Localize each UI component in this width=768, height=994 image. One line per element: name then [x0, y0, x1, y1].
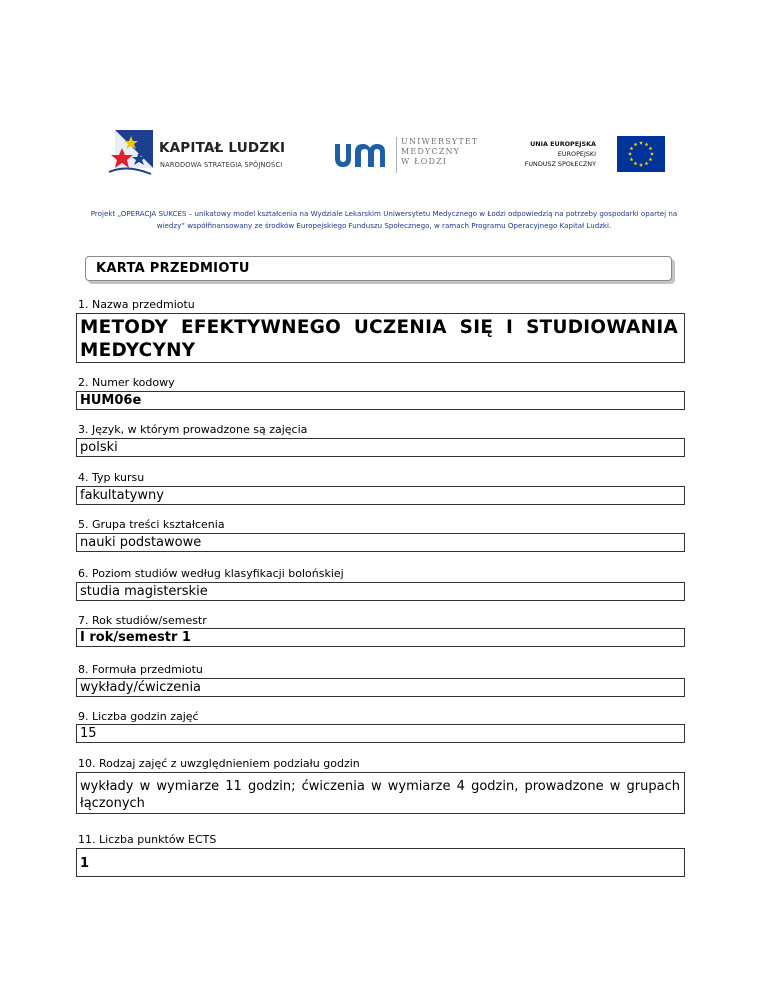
kapital-ludzki-emblem-icon: [107, 128, 157, 178]
course-name-value: METODY EFEKTYWNEGO UCZENIA SIĘ I STUDIOWANIA MEDYCYNY: [80, 317, 678, 361]
eu-flag-icon: [617, 136, 665, 172]
course-type-value: fakultatywny: [80, 488, 164, 503]
university-logo: [333, 137, 493, 177]
field-label: 2. Numer kodowy: [78, 376, 175, 389]
field-label: 5. Grupa treści kształcenia: [78, 518, 225, 531]
field-box-study-level: [76, 582, 685, 601]
um-monogram-icon: [333, 140, 391, 170]
field-label: 1. Nazwa przedmiotu: [78, 298, 195, 311]
university-name-line: MEDYCZNY: [401, 147, 461, 156]
year-semester-value: I rok/semestr 1: [80, 630, 191, 645]
course-form-value: wykłady/ćwiczenia: [80, 680, 202, 695]
field-box-class-types: [76, 772, 685, 814]
university-name-line: UNIWERSYTET: [401, 137, 479, 146]
field-label: 9. Liczba godzin zajęć: [78, 710, 199, 723]
field-label: 10. Rodzaj zajęć z uwzględnieniem podziału godzin: [78, 757, 360, 770]
kapital-ludzki-logo: [107, 128, 307, 178]
field-box-content-group: [76, 533, 685, 552]
title-box: [85, 256, 672, 281]
field-box-hours: [76, 724, 685, 743]
field-box-ects: [76, 848, 685, 877]
field-label: 11. Liczba punktów ECTS: [78, 833, 217, 846]
field-label: 4. Typ kursu: [78, 471, 145, 484]
um-divider: [396, 137, 397, 173]
eu-text: [508, 139, 596, 169]
field-label: 3. Język, w którym prowadzone są zajęcia: [78, 423, 308, 436]
content-group-value: nauki podstawowe: [80, 535, 202, 550]
kapital-ludzki-subtitle: NARODOWA STRATEGIA SPÓJNOŚCI: [160, 161, 283, 169]
field-label: 7. Rok studiów/semestr: [78, 614, 207, 627]
eu-text-line: FUNDUSZ SPOŁECZNY: [524, 160, 596, 168]
field-box-code: [76, 391, 685, 410]
kapital-ludzki-title: KAPITAŁ LUDZKI: [159, 140, 286, 156]
project-note: Projekt „OPERACJA SUKCES – unikatowy model kształcenia na Wydziale Lekarskim Uniwersytetu Medycznego w Łodzi odpowiedzią na potrzeby gospodarki opartej na wiedzy” współfinansowany ze środków Europejskiego Funduszu Społecznego, w ramach Programu Operacyjnego Kapitał Ludzki.: [90, 209, 678, 230]
field-box-language: [76, 438, 685, 457]
study-level-value: studia magisterskie: [80, 584, 208, 599]
field-box-year-semester: [76, 628, 685, 647]
field-label: 6. Poziom studiów według klasyfikacji bolońskiej: [78, 567, 344, 580]
eu-text-line: UNIA EUROPEJSKA: [530, 140, 596, 148]
field-box-course-name: [76, 313, 685, 363]
university-name-line: W ŁODZI: [401, 157, 448, 166]
hours-value: 15: [80, 726, 97, 741]
eu-text-line: EUROPEJSKI: [557, 150, 596, 158]
language-value: polski: [80, 440, 118, 455]
university-name: [401, 137, 478, 167]
class-types-value: wykłady w wymiarze 11 godzin; ćwiczenia w wymiarze 4 godzin, prowadzone w grupach łączonych: [80, 779, 680, 811]
course-code-value: HUM06e: [80, 393, 142, 408]
field-box-course-form: [76, 678, 685, 697]
field-box-course-type: [76, 486, 685, 505]
field-label: 8. Formuła przedmiotu: [78, 663, 203, 676]
eu-logo: [508, 136, 668, 176]
ects-value: 1: [80, 856, 90, 871]
page-title: KARTA PRZEDMIOTU: [96, 261, 250, 276]
